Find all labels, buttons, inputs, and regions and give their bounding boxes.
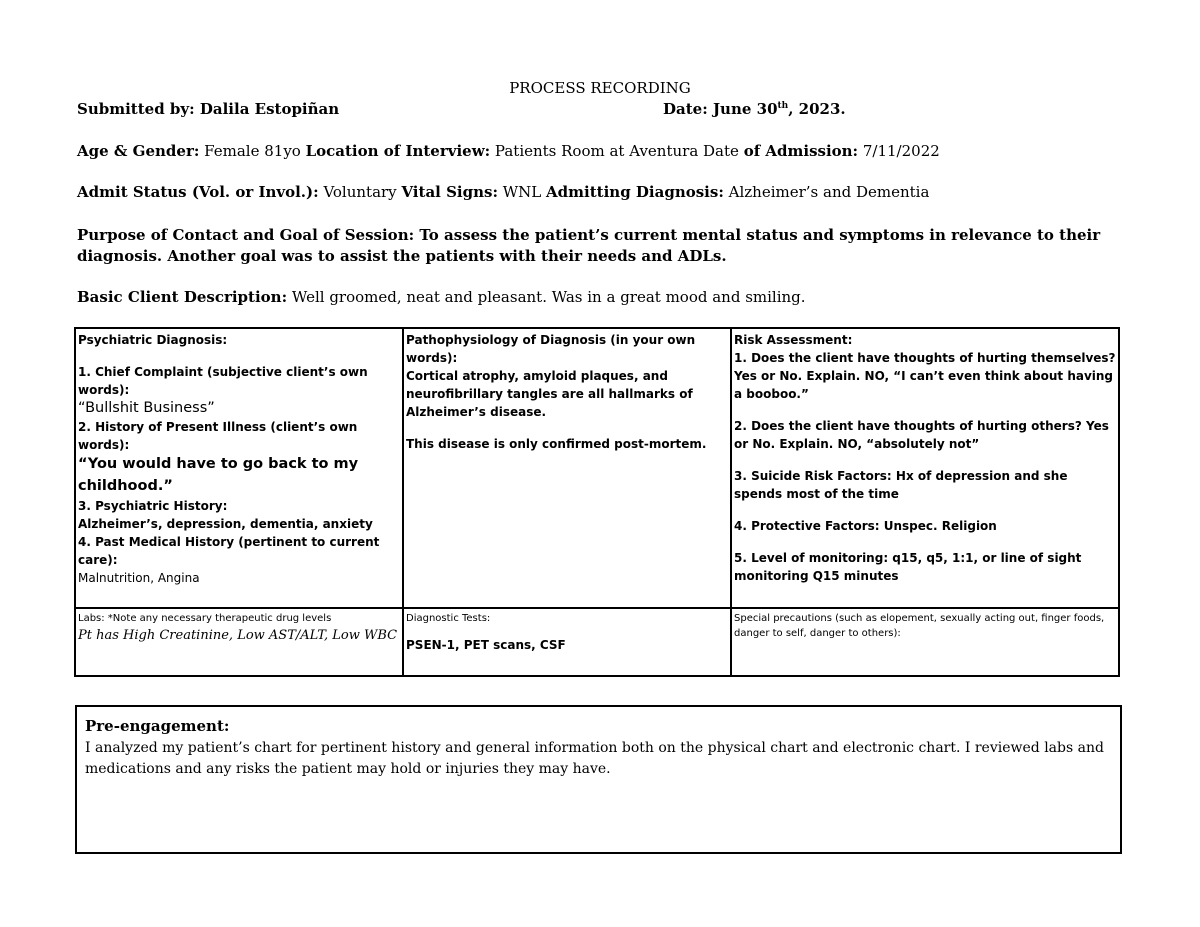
age-label: Age & Gender: bbox=[77, 142, 200, 160]
pre-engagement-text: I analyzed my patient’s chart for pertinent history and general information both on the physical chart and electronic chart. I reviewed labs and medications and any risks the patient may hold or injuries they may have. bbox=[85, 739, 1104, 777]
date-field bbox=[663, 100, 846, 118]
basic-description-line bbox=[77, 288, 806, 306]
risk-q5: 5. Level of monitoring: q15, q5, 1:1, or line of sight monitoring Q15 minutes bbox=[734, 551, 1082, 583]
risk-heading: Risk Assessment: bbox=[734, 333, 853, 347]
date-label: Date: June 30 bbox=[663, 100, 778, 118]
psychiatric-heading: Psychiatric Diagnosis: bbox=[78, 333, 228, 347]
diag-label: Admitting Diagnosis: bbox=[546, 183, 724, 201]
purpose-text: Purpose of Contact and Goal of Session: To assess the patient’s current mental status and symptoms in relevance to their diagnosis. Another goal was to assist the patients with their needs and ADLs. bbox=[77, 226, 1101, 265]
diagnostic-tests-cell bbox=[403, 608, 731, 676]
psych-history-label: 3. Psychiatric History: bbox=[78, 499, 228, 514]
age-value: Female 81yo bbox=[199, 142, 306, 160]
date-sup: th bbox=[777, 101, 789, 111]
admit-status-line bbox=[77, 183, 929, 201]
assessment-table bbox=[74, 327, 1120, 677]
basic-value: Well groomed, neat and pleasant. Was in a great mood and smiling. bbox=[287, 288, 806, 306]
chief-complaint-label: 1. Chief Complaint (subjective client’s own words): bbox=[78, 365, 368, 397]
date-rest: , 2023. bbox=[788, 100, 846, 118]
admit-label: Admit Status (Vol. or Invol.): bbox=[77, 183, 319, 201]
age-gender-line bbox=[77, 142, 940, 160]
labs-cell bbox=[75, 608, 403, 676]
psych-history-value: Alzheimer’s, depression, dementia, anxiety bbox=[78, 517, 373, 532]
pmh-value: Malnutrition, Angina bbox=[78, 571, 200, 586]
admission-value: 7/11/2022 bbox=[858, 142, 940, 160]
labs-label: Labs: *Note any necessary therapeutic drug levels bbox=[78, 613, 332, 624]
risk-q3: 3. Suicide Risk Factors: Hx of depression and she spends most of the time bbox=[734, 469, 1068, 501]
risk-q2: 2. Does the client have thoughts of hurting others? Yes or No. Explain. NO, “absolutely not” bbox=[734, 419, 1109, 451]
pre-engagement-heading: Pre-engagement: bbox=[85, 717, 230, 735]
hpi-value: “You would have to go back to my childhood.” bbox=[78, 455, 359, 494]
hpi-label: 2. History of Present Illness (client’s own words): bbox=[78, 419, 358, 452]
risk-q4: 4. Protective Factors: Unspec. Religion bbox=[734, 519, 997, 533]
admit-value: Voluntary bbox=[318, 183, 402, 201]
diagnostic-tests-label: Diagnostic Tests: bbox=[406, 613, 491, 624]
psychiatric-diagnosis-cell bbox=[75, 328, 403, 608]
pre-engagement-box bbox=[75, 705, 1122, 854]
vitals-value: WNL bbox=[498, 183, 547, 201]
pathophysiology-heading: Pathophysiology of Diagnosis (in your own words): bbox=[406, 333, 696, 365]
submitted-by: Submitted by: Dalila Estopiñan bbox=[77, 100, 340, 118]
location-label: Location of Interview: bbox=[305, 142, 491, 160]
risk-assessment-cell bbox=[731, 328, 1119, 608]
table-row bbox=[75, 608, 1119, 676]
pmh-label: 4. Past Medical History (pertinent to current care): bbox=[78, 535, 380, 568]
basic-label: Basic Client Description: bbox=[77, 288, 288, 306]
pathophysiology-cell bbox=[403, 328, 731, 608]
pathophysiology-text: Cortical atrophy, amyloid plaques, and neurofibrillary tangles are all hallmarks of Alzheimer’s disease. bbox=[406, 369, 693, 419]
special-precautions-label: Special precautions (such as elopement, sexually acting out, finger foods, danger to self, danger to others): bbox=[734, 613, 1105, 639]
vitals-label: Vital Signs: bbox=[401, 183, 498, 201]
risk-q1: 1. Does the client have thoughts of hurting themselves? Yes or No. Explain. NO, “I can’t even think about having a booboo.” bbox=[734, 351, 1116, 401]
table-row bbox=[75, 328, 1119, 608]
page-title: PROCESS RECORDING bbox=[509, 79, 691, 97]
diag-value: Alzheimer’s and Dementia bbox=[723, 183, 930, 201]
pathophysiology-note: This disease is only confirmed post-mortem. bbox=[406, 437, 707, 451]
special-precautions-cell bbox=[731, 608, 1119, 676]
chief-complaint-value: “Bullshit Business” bbox=[78, 400, 215, 416]
admission-label: of Admission: bbox=[743, 142, 859, 160]
labs-value: Pt has High Creatinine, Low AST/ALT, Low WBC bbox=[78, 628, 398, 643]
diagnostic-tests-value: PSEN-1, PET scans, CSF bbox=[406, 638, 566, 652]
location-value: Patients Room at Aventura Date bbox=[490, 142, 744, 160]
